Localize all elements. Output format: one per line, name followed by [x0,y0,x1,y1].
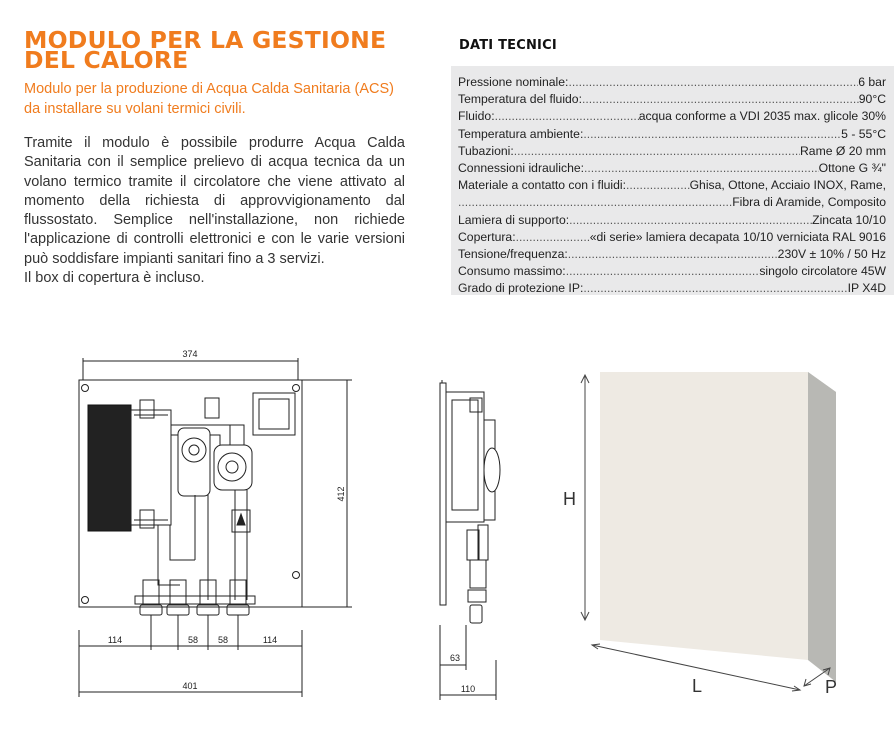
spec-label: Materiale a contatto con i fluidi: [458,178,627,193]
spec-label: Tensione/frequenza: [458,247,568,261]
spec-label: Grado di protezione IP: [458,281,584,296]
dim-spacing-4: 114 [262,635,278,645]
spec-value: Ottone G ¾" [818,161,886,175]
spec-label: Tubazioni: [458,143,514,158]
spec-value: 5 - 55°C [841,126,886,141]
spec-value: singolo circolatore 45W [759,264,886,279]
cover-box [581,372,836,691]
description-note: Il box di copertura è incluso. [24,270,205,287]
spec-value: 6 bar [858,75,886,89]
title-line-2: DEL CALORE [24,46,189,74]
spec-value: Ghisa, Ottone, Acciaio INOX, Rame, [689,178,886,193]
box-label-height: H [563,489,576,509]
spec-value: Zincata 10/10 [812,212,886,227]
dim-side-inner: 63 [449,653,461,663]
spec-value: acqua conforme a VDI 2035 max. glicole 30% [638,109,886,124]
spec-value: 230V ± 10% / 50 Hz [777,247,886,261]
spec-label: Temperatura ambiente: [458,126,584,141]
box-label-depth: P [825,677,838,697]
dim-width-top: 374 [182,349,198,359]
spec-value: 90°C [858,92,886,107]
spec-label: Connessioni idrauliche: [458,161,585,175]
spec-label: Consumo massimo: [458,264,566,279]
dim-height: 412 [336,486,346,502]
front-view [79,358,352,697]
spec-label: Lamiera di supporto: [458,212,570,227]
dim-spacing-2: 58 [187,635,199,645]
dim-width-bottom: 401 [182,681,198,691]
spec-label: Temperatura del fluido: [458,92,582,107]
description-paragraph: Tramite il modulo è possibile produrre Acqua Calda Sanitaria con il semplice prelievo di acqua tecnica da un volano termico tramite il circolatore che viene attivato al momento della richiesta di approvvigionamento dal flussostato. Semplice nell'installazione, non richiede l'applicazione di controlli elettronici e con le varie versioni può soddisfare impianti sanitari fino a 3 servizi. [24,135,405,267]
spec-label: Pressione nominale: [458,75,569,89]
spec-value: Rame Ø 20 mm [799,143,886,158]
dim-side-depth: 110 [460,684,476,694]
side-view [440,380,500,700]
title-line-1: MODULO PER LA GESTIONE [24,26,387,54]
dim-spacing-3: 58 [217,635,229,645]
dim-spacing-1: 114 [107,635,123,645]
spec-value: Fibra di Aramide, Composito [732,195,886,210]
specs-title: DATI TECNICI [459,38,557,53]
spec-label: Copertura: [458,229,516,244]
box-label-length: L [692,676,703,696]
spec-label: Fluido: [458,109,495,124]
spec-value: «di serie» lamiera decapata 10/10 verniciata RAL 9016 [589,229,886,244]
subtitle: Modulo per la produzione di Acqua Calda Sanitaria (ACS) da installare su volani termici civili. [24,81,394,117]
spec-value: IP X4D [847,281,886,296]
